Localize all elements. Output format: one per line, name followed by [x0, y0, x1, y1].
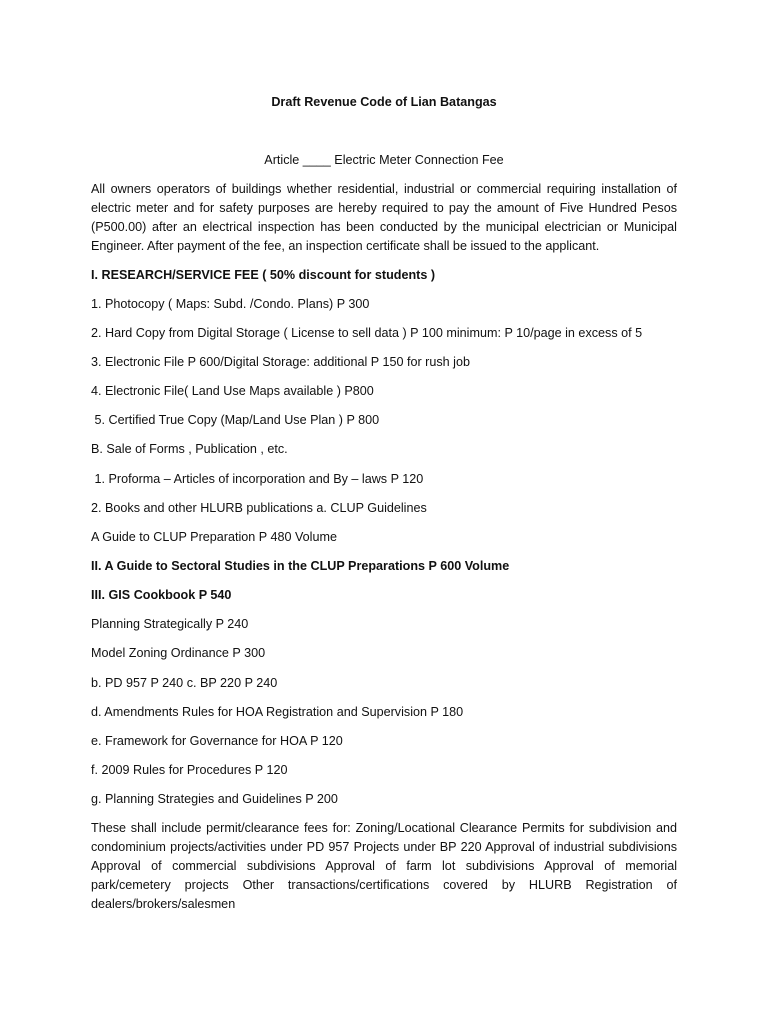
closing-line: Approval of commercial subdivisions Approval of farm lot subdivisions Approval of memorial	[91, 859, 677, 873]
list-item: 5. Certified True Copy (Map/Land Use Plan ) P 800	[91, 413, 380, 427]
section-heading-1: I. RESEARCH/SERVICE FEE ( 50% discount for students )	[91, 268, 436, 282]
list-item: A Guide to CLUP Preparation P 480 Volume	[91, 530, 337, 544]
list-item: e. Framework for Governance for HOA P 120	[91, 734, 343, 748]
intro-line: (P500.00) after an electrical inspection has been conducted by the municipal electrician or Municipal	[91, 220, 677, 234]
intro-line: electric meter and for safety purposes are hereby required to pay the amount of Five Hundred Pesos	[91, 201, 677, 215]
list-item: 4. Electronic File( Land Use Maps available ) P800	[91, 384, 374, 398]
closing-line: These shall include permit/clearance fees for: Zoning/Locational Clearance Permits for subdivision and	[91, 821, 677, 835]
intro-paragraph	[91, 180, 677, 256]
list-item: Model Zoning Ordinance P 300	[91, 646, 266, 660]
list-item: Planning Strategically P 240	[91, 617, 249, 631]
list-item: f. 2009 Rules for Procedures P 120	[91, 763, 288, 777]
section-heading-3: III. GIS Cookbook P 540	[91, 588, 232, 602]
list-item: 2. Books and other HLURB publications a. CLUP Guidelines	[91, 501, 427, 515]
list-item: b. PD 957 P 240 c. BP 220 P 240	[91, 676, 278, 690]
list-item: 2. Hard Copy from Digital Storage ( License to sell data ) P 100 minimum: P 10/page in excess of 5	[91, 326, 643, 340]
closing-line: park/cemetery projects Other transactions/certifications covered by HLURB Registration of	[91, 878, 677, 892]
list-item: B. Sale of Forms , Publication , etc.	[91, 442, 288, 456]
closing-line: condominium projects/activities under PD 957 Projects under BP 220 Approval of industrial subdivisions	[91, 840, 677, 854]
list-item: g. Planning Strategies and Guidelines P 200	[91, 792, 338, 806]
list-item: 1. Photocopy ( Maps: Subd. /Condo. Plans) P 300	[91, 297, 370, 311]
intro-line: Engineer. After payment of the fee, an inspection certificate shall be issued to the applicant.	[91, 239, 600, 253]
list-item: d. Amendments Rules for HOA Registration and Supervision P 180	[91, 705, 464, 719]
list-item: 3. Electronic File P 600/Digital Storage: additional P 150 for rush job	[91, 355, 470, 369]
list-item: 1. Proforma – Articles of incorporation and By – laws P 120	[91, 472, 424, 486]
closing-paragraph	[91, 819, 677, 914]
document-title: Draft Revenue Code of Lian Batangas	[271, 95, 497, 109]
article-heading: Article ____ Electric Meter Connection Fee	[264, 153, 504, 167]
closing-line: dealers/brokers/salesmen	[91, 897, 236, 911]
section-heading-2: II. A Guide to Sectoral Studies in the CLUP Preparations P 600 Volume	[91, 559, 510, 573]
intro-line: All owners operators of buildings whether residential, industrial or commercial requiring installation of	[91, 182, 677, 196]
